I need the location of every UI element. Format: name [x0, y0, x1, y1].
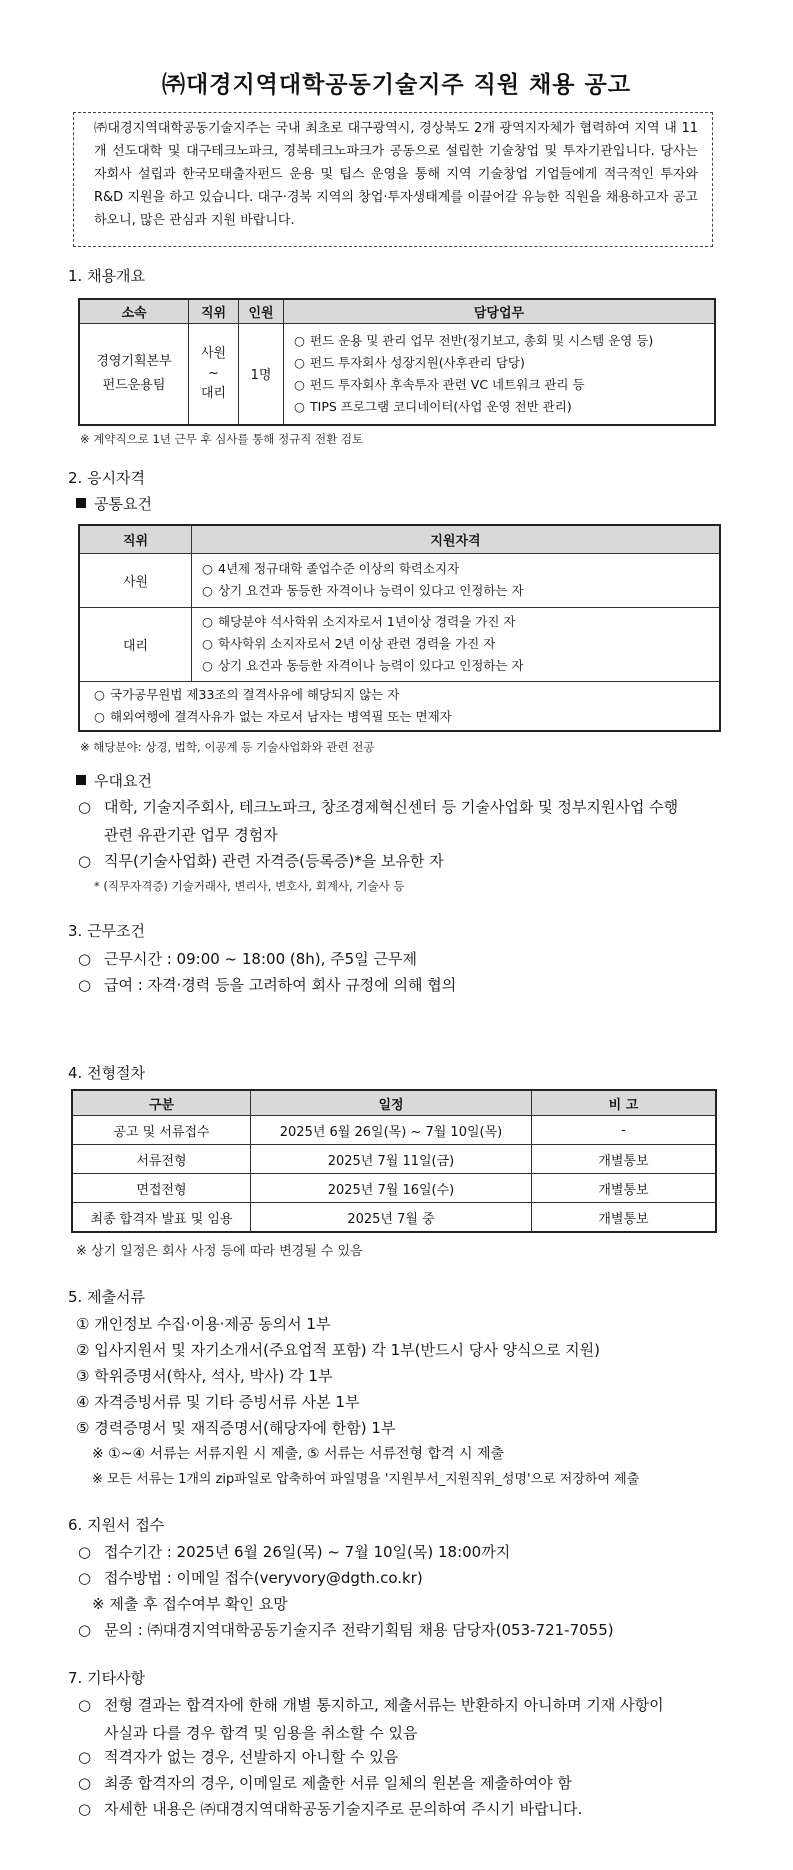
common-req-heading: 공통요건 [76, 493, 152, 514]
list-item: ○ TIPS 프로그램 코디네이터(사업 운영 전반 관리) [294, 396, 714, 418]
table-row: 최종 합격자 발표 및 임용 2025년 7월 중 개별통보 [72, 1203, 716, 1233]
circle-bullet-icon: ○ [78, 1774, 92, 1792]
section-6-heading: 6. 지원서 접수 [68, 1516, 165, 1534]
preference-note: * (직무자격증) 기술거래사, 변리사, 변호사, 회계사, 기술사 등 [94, 879, 405, 893]
circle-bullet-icon: ○ [78, 976, 92, 994]
circle-bullet-icon: ○ [78, 1543, 92, 1561]
list-item: ○ 상기 요건과 동등한 자격이나 능력이 있다고 인정하는 자 [202, 580, 719, 602]
section-1-note: ※ 계약직으로 1년 근무 후 심사를 통해 정규직 전환 검토 [80, 432, 364, 446]
circle-bullet-icon: ○ [202, 636, 213, 651]
section-4-note: ※ 상기 일정은 회사 사정 등에 따라 변경될 수 있음 [76, 1244, 363, 1259]
col-header-remarks: 비 고 [532, 1090, 717, 1116]
duties-list [294, 330, 714, 418]
col-header-position: 직위 [79, 525, 192, 553]
col-header-date: 일정 [251, 1090, 532, 1116]
list-item: ○ 해당분야 석사학위 소지자로서 1년이상 경력을 가진 자 [202, 611, 719, 633]
misc-item-3: ○ 최종 합격자의 경우, 이메일로 제출한 서류 일체의 원본을 제출하여야 함 [78, 1770, 572, 1796]
circle-bullet-icon: ○ [202, 658, 213, 673]
section-3-heading: 3. 근무조건 [68, 922, 146, 940]
list-item: ○ 해외여행에 결격사유가 없는 자로서 남자는 병역필 또는 면제자 [94, 706, 719, 728]
dept-line-1: 경영기획본부 [96, 353, 172, 369]
list-item: ○ 학사학위 소지자로서 2년 이상 관련 경력을 가진 자 [202, 633, 719, 655]
list-item: ○ 펀드 투자회사 후속투자 관련 VC 네트워크 관리 등 [294, 374, 714, 396]
intro-box: ㈜대경지역대학공동기술지주는 국내 최초로 대구광역시, 경상북도 2개 광역지자체가 협력하여 지역 내 11개 선도대학 및 대구테크노파크, 경북테크노파크가 공동으로 설립한 기술창업 및 투자기관입니다. 당사는 자회사 설립과 한국모태출자펀드 운용 및 팁스 운영을 통해 지역 기술창업 기업들에게 적극적인 투자와 R&D 지원을 하고 있습니다. 대구·경북 지역의 창업·투자생태계를 이끌어갈 유능한 직원을 채용하고자 공고하오니, 많은 관심과 지원 바랍니다. [73, 112, 713, 247]
position-cell [189, 323, 239, 425]
document-item: ③ 학위증명서(학사, 석사, 박사) 각 1부 [76, 1367, 333, 1385]
preference-heading: 우대요건 [76, 770, 152, 791]
preference-item-1-cont: 관련 유관기관 업무 경험자 [104, 826, 278, 844]
misc-item-4: ○ 자세한 내용은 ㈜대경지역대학공동기술지주로 문의하여 주시기 바랍니다. [78, 1796, 582, 1822]
circle-bullet-icon: ○ [202, 614, 213, 629]
position-line-3: 대리 [200, 385, 227, 401]
section-2-heading: 2. 응시자격 [68, 469, 146, 487]
preference-item-1: ○ 대학, 기술지주회사, 테크노파크, 창조경제혁신센터 등 기술사업화 및 정부지원사업 수행 [78, 794, 678, 820]
section-5-heading: 5. 제출서류 [68, 1288, 146, 1306]
list-item: ○ 국가공무원법 제33조의 결격사유에 해당되지 않는 자 [94, 684, 719, 706]
circle-bullet-icon: ○ [294, 398, 305, 414]
document-item: ① 개인정보 수집·이용·제공 동의서 1부 [76, 1315, 331, 1333]
misc-item-1-cont: 사실과 다를 경우 합격 및 임용을 취소할 수 있음 [104, 1724, 418, 1742]
section-7-heading: 7. 기타사항 [68, 1669, 146, 1687]
circle-bullet-icon: ○ [294, 332, 305, 348]
circle-bullet-icon: ○ [202, 583, 213, 598]
col-header-stage: 구분 [72, 1090, 251, 1116]
col-header-count: 인원 [239, 299, 284, 323]
col-header-duties: 담당업무 [284, 299, 716, 323]
document-item: ④ 자격증빙서류 및 기타 증빙서류 사본 1부 [76, 1393, 360, 1411]
contact-info: ○ 문의 : ㈜대경지역대학공동기술지주 전략기획팀 채용 담당자(053-721-7055) [78, 1617, 614, 1643]
circle-bullet-icon: ○ [78, 1621, 92, 1639]
circle-bullet-icon: ○ [202, 561, 213, 576]
section-4-heading: 4. 전형절차 [68, 1064, 146, 1082]
table-row: 공고 및 서류접수 2025년 6월 26일(목) ~ 7월 10일(목) - [72, 1116, 716, 1145]
preference-item-2: ○ 직무(기술사업화) 관련 자격증(등록증)*을 보유한 자 [78, 848, 444, 874]
misc-item-1: ○ 전형 결과는 합격자에 한해 개별 통지하고, 제출서류는 반환하지 아니하며 기재 사항이 [78, 1692, 664, 1718]
circle-bullet-icon: ○ [294, 376, 305, 392]
application-period: ○ 접수기간 : 2025년 6월 26일(목) ~ 7월 10일(목) 18:00까지 [78, 1539, 510, 1565]
dept-cell [79, 323, 189, 425]
list-item: ○ 펀드 운용 및 관리 업무 전반(정기보고, 총회 및 시스템 운영 등) [294, 330, 714, 352]
circle-bullet-icon: ○ [78, 852, 92, 870]
recruitment-overview-table [78, 298, 716, 426]
common-qualifications [79, 681, 720, 731]
circle-bullet-icon: ○ [94, 708, 105, 724]
square-bullet-icon [76, 775, 86, 785]
list-item: ○ 상기 요건과 동등한 자격이나 능력이 있다고 인정하는 자 [202, 655, 719, 677]
circle-bullet-icon: ○ [78, 798, 92, 816]
list-item: ○ 펀드 투자회사 성장지원(사후관리 담당) [294, 352, 714, 374]
dept-line-2: 펀드운용팀 [102, 377, 166, 393]
application-method: ○ 접수방법 : 이메일 접수(veryvory@dgth.co.kr) [78, 1565, 423, 1591]
circle-bullet-icon: ○ [78, 1748, 92, 1766]
section-1-heading: 1. 채용개요 [68, 267, 146, 285]
circle-bullet-icon: ○ [94, 686, 105, 702]
position-line-1: 사원 [200, 345, 227, 361]
staff-label: 사원 [79, 553, 192, 607]
assistant-manager-qualifications [192, 607, 721, 681]
staff-qualifications [192, 553, 721, 607]
document-note-2: ※ 모든 서류는 1개의 zip파일로 압축하여 파일명을 '지원부서_지원직위_성명'으로 저장하여 제출 [92, 1472, 640, 1487]
position-line-2: ~ [208, 365, 219, 381]
table-row: 서류전형 2025년 7월 11일(금) 개별통보 [72, 1145, 716, 1174]
square-bullet-icon [76, 498, 86, 508]
circle-bullet-icon: ○ [78, 950, 92, 968]
circle-bullet-icon: ○ [78, 1569, 92, 1587]
col-header-position: 직위 [189, 299, 239, 323]
col-header-dept: 소속 [79, 299, 189, 323]
circle-bullet-icon: ○ [78, 1696, 92, 1714]
list-item: ○ 4년제 정규대학 졸업수준 이상의 학력소지자 [202, 558, 719, 580]
circle-bullet-icon: ○ [78, 1800, 92, 1818]
assistant-manager-label: 대리 [79, 607, 192, 681]
page-title: ㈜대경지역대학공동기술지주 직원 채용 공고 [162, 72, 631, 98]
document-item: ⑤ 경력증명서 및 재직증명서(해당자에 한함) 1부 [76, 1419, 396, 1437]
schedule-table [71, 1089, 717, 1233]
col-header-qualification: 지원자격 [192, 525, 721, 553]
duties-cell [284, 323, 716, 425]
headcount-cell: 1명 [239, 323, 284, 425]
table-row: 면접전형 2025년 7월 16일(수) 개별통보 [72, 1174, 716, 1203]
document-item: ② 입사지원서 및 자기소개서(주요업적 포함) 각 1부(반드시 당사 양식으로 지원) [76, 1341, 601, 1359]
salary: ○ 급여 : 자격·경력 등을 고려하여 회사 규정에 의해 협의 [78, 972, 456, 998]
qualification-table [78, 524, 721, 732]
application-method-note: ※ 제출 후 접수여부 확인 요망 [92, 1595, 288, 1613]
circle-bullet-icon: ○ [294, 354, 305, 370]
document-note-1: ※ ①~④ 서류는 서류지원 시 제출, ⑤ 서류는 서류전형 합격 시 제출 [92, 1446, 505, 1462]
misc-item-2: ○ 적격자가 없는 경우, 선발하지 아니할 수 있음 [78, 1744, 398, 1770]
section-2-note: ※ 해당분야: 상경, 법학, 이공계 등 기술사업화와 관련 전공 [80, 740, 375, 754]
work-hours: ○ 근무시간 : 09:00 ~ 18:00 (8h), 주5일 근무제 [78, 946, 417, 972]
